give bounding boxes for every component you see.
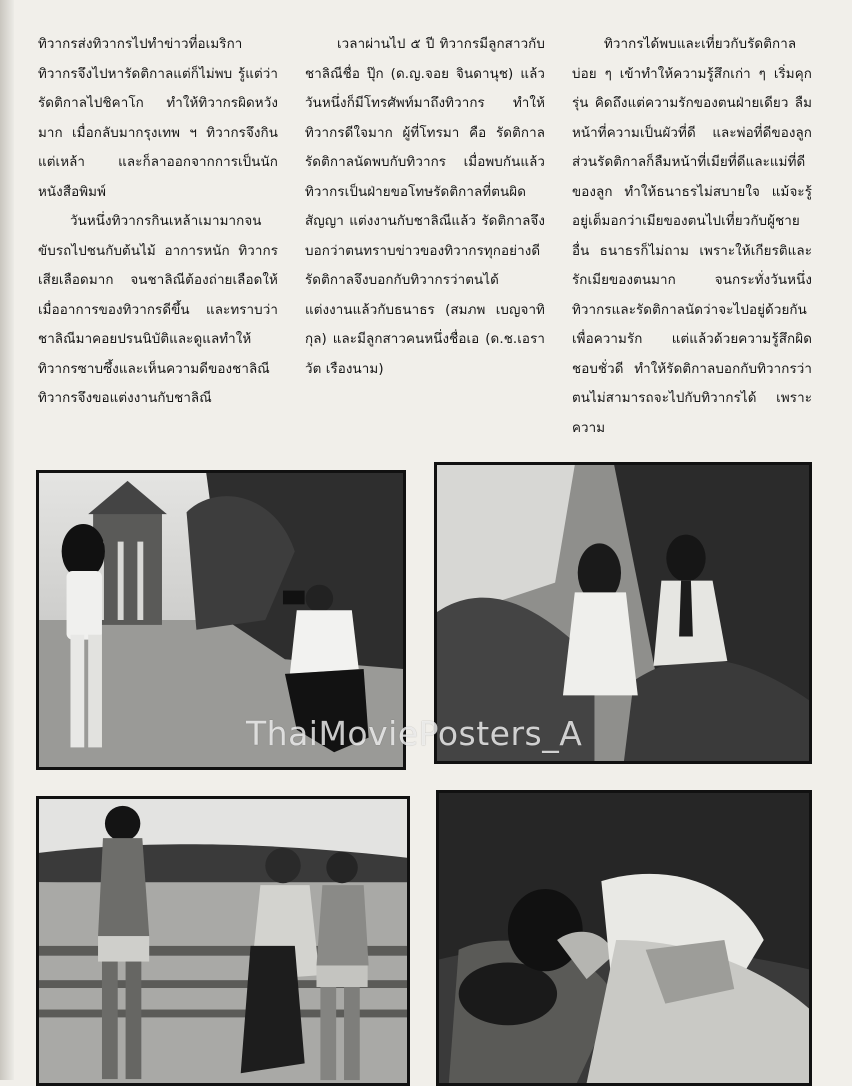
- photo-dock-scene: [36, 796, 410, 1086]
- page-binding-shadow: [0, 0, 14, 1080]
- col1-paragraph-1: ทิวากรส่งทิวากรไปทำข่าวที่อเมริกา ทิวากรจึงไปหารัดติกาลแต่ก็ไม่พบ รู้แต่ว่ารัดติกาลไปชิคาโก ทำให้ทิวากรผิดหวังมาก เมื่อกลับมากรุงเทพ ฯ ทิวากรจึงกินแต่เหล้า และก็ลาออกจากการเป็นนักหนังสือพิมพ์: [38, 37, 278, 200]
- watermark-text: ThaiMoviePosters_A: [246, 714, 583, 753]
- col3-paragraph-1: ทิวากรได้พบและเที่ยวกับรัดติกาลบ่อย ๆ เข้าทำให้ความรู้สึกเก่า ๆ เริ่มคุกรุ่น คิดถึงแต่ความรักของตนฝ่ายเดียว ลืมหน้าที่ความเป็นผัวที่ดี และพ่อที่ดีของลูก ส่วนรัดติกาลก็ลืมหน้าที่เมียที่ดีและแม่ที่ดีของลูก ทำให้ธนาธรไม่สบายใจ แม้จะรู้อยู่เต็มอกว่าเมียของตนไปเที่ยวกับผู้ชายอื่น ธนาธรก็ไม่ถาม เพราะให้เกียรติและรักเมียของตนมาก จนกระทั่งวันหนึ่งทิวากรและรัดติกาลนัดว่าจะไปอยู่ด้วยกันเพื่อความรัก แต่แล้วด้วยความรู้สึกผิดชอบชั่วดี ทำให้รัดติกาลบอกกับทิวากรว่า ตนไม่สามารถจะไปกับทิวากรได้ เพราะความ: [572, 37, 812, 436]
- col1-paragraph-2: วันหนึ่งทิวากรกินเหล้าเมามากจนขับรถไปชนกับต้นไม้ อาการหนัก ทิวากรเสียเลือดมาก จนชาลิณีต้องถ่ายเลือดให้ เมื่ออาการของทิวากรดีขึ้น และทราบว่า ชาลิณีมาคอยปรนนิบัติและดูแลทำให้ทิวากรซาบซึ้งและเห็นความดีของชาลิณี ทิวากรจึงขอแต่งงานกับชาลิณี: [38, 214, 278, 406]
- article-column-3: [572, 30, 812, 442]
- col2-paragraph-1: เวลาผ่านไป ๕ ปี ทิวากรมีลูกสาวกับชาลิณีชื่อ ปุ๊ก (ด.ญ.จอย จินดานุช) แล้ววันหนึ่งก็มีโทรศัพท์มาถึงทิวากร ทำให้ทิวากรดีใจมาก ผู้ที่โทรมา คือ รัดติกาล รัดติกาลนัดพบกับทิวากร เมื่อพบกันแล้ว ทิวากรเป็นฝ่ายขอโทษรัดติกาลที่ตนผิดสัญญา แต่งงานกับชาลิณีแล้ว รัดติกาลจึงบอกว่าตนทราบข่าวของทิวากรทุกอย่างดี รัดติกาลจึงบอกกับทิวากรว่าตนได้แต่งงานแล้วกับธนาธร (สมภพ เบญจาทิกุล) และมีลูกสาวคนหนึ่งชื่อเอ (ด.ช.เอราวัต เรืองนาม): [305, 37, 545, 377]
- article-column-1: [38, 30, 278, 442]
- photo-dramatic-embrace: [436, 790, 812, 1086]
- article-column-2: [305, 30, 545, 442]
- article-text: [38, 30, 812, 442]
